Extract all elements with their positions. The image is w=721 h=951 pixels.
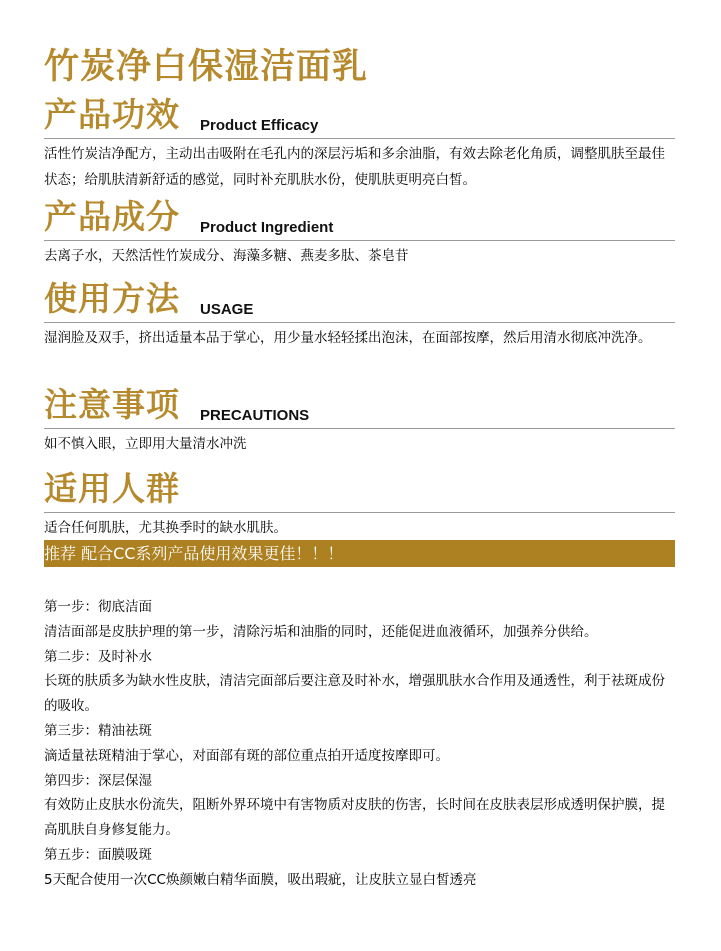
step-title: 第四步：深层保湿 <box>44 772 152 789</box>
section-heading <box>44 92 675 138</box>
section-heading-cn: 注意事项 <box>44 385 180 424</box>
section-heading-en: Product Efficacy <box>200 117 319 134</box>
step-text: 5天配合使用一次CC焕颜嫩白精华面膜，吸出瑕疵，让皮肤立显白皙透亮 <box>44 871 477 888</box>
page-title: 竹炭净白保湿洁面乳 <box>44 47 369 87</box>
section-divider <box>44 138 675 139</box>
section-divider <box>44 240 675 241</box>
section-heading <box>44 276 675 322</box>
recommendation-banner: 推荐 配合CC系列产品使用效果更佳！！！ <box>44 540 675 567</box>
section-divider <box>44 512 675 513</box>
section-body: 活性竹炭洁净配方，主动出击吸附在毛孔内的深层污垢和多余油脂，有效去除老化角质，调整肌肤至最佳状态；给肌肤清新舒适的感觉，同时补充肌肤水份，使肌肤更明亮白皙。 <box>44 146 665 188</box>
section-usage <box>44 276 675 351</box>
step-text: 长斑的肤质多为缺水性皮肤，清洁完面部后要注意及时补水，增强肌肤水合作用及通透性，利于祛斑成份的吸收。 <box>44 673 665 715</box>
section-body: 湿润脸及双手，挤出适量本品于掌心，用少量水轻轻揉出泡沫，在面部按摩，然后用清水彻底冲洗净。 <box>44 330 652 346</box>
section-heading-cn: 使用方法 <box>44 279 180 318</box>
section-target-users <box>44 466 675 541</box>
section-heading <box>44 194 675 240</box>
step-title: 第五步：面膜吸斑 <box>44 846 152 863</box>
steps-list <box>44 595 675 893</box>
step-text: 有效防止皮肤水份流失，阻断外界环境中有害物质对皮肤的伤害，长时间在皮肤表层形成透明保护膜，提高肌肤自身修复能力。 <box>44 797 665 839</box>
step-title: 第三步：精油祛斑 <box>44 722 152 739</box>
section-divider <box>44 428 675 429</box>
step-title: 第二步：及时补水 <box>44 648 152 665</box>
step-title: 第一步：彻底洁面 <box>44 599 152 615</box>
section-heading-en: PRECAUTIONS <box>200 407 310 424</box>
section-heading-en: Product Ingredient <box>200 219 334 236</box>
step-text: 清洁面部是皮肤护理的第一步，清除污垢和油脂的同时，还能促进血液循环，加强养分供给。 <box>44 623 598 640</box>
section-efficacy <box>44 92 675 193</box>
section-heading-cn: 适用人群 <box>44 469 180 508</box>
section-heading-cn: 产品成分 <box>44 197 180 236</box>
section-heading-en: USAGE <box>200 301 254 318</box>
section-body: 去离子水，天然活性竹炭成分、海藻多糖、燕麦多肽、茶皂苷 <box>44 248 409 264</box>
section-precautions <box>44 382 675 457</box>
step-text: 滴适量祛斑精油于掌心，对面部有斑的部位重点拍开适度按摩即可。 <box>44 747 449 764</box>
section-ingredient <box>44 194 675 269</box>
section-divider <box>44 322 675 323</box>
section-heading-cn: 产品功效 <box>44 95 180 134</box>
section-body: 如不慎入眼，立即用大量清水冲洗 <box>44 436 247 452</box>
section-heading <box>44 382 675 428</box>
section-heading <box>44 466 675 512</box>
section-body: 适合任何肌肤，尤其换季时的缺水肌肤。 <box>44 520 287 536</box>
